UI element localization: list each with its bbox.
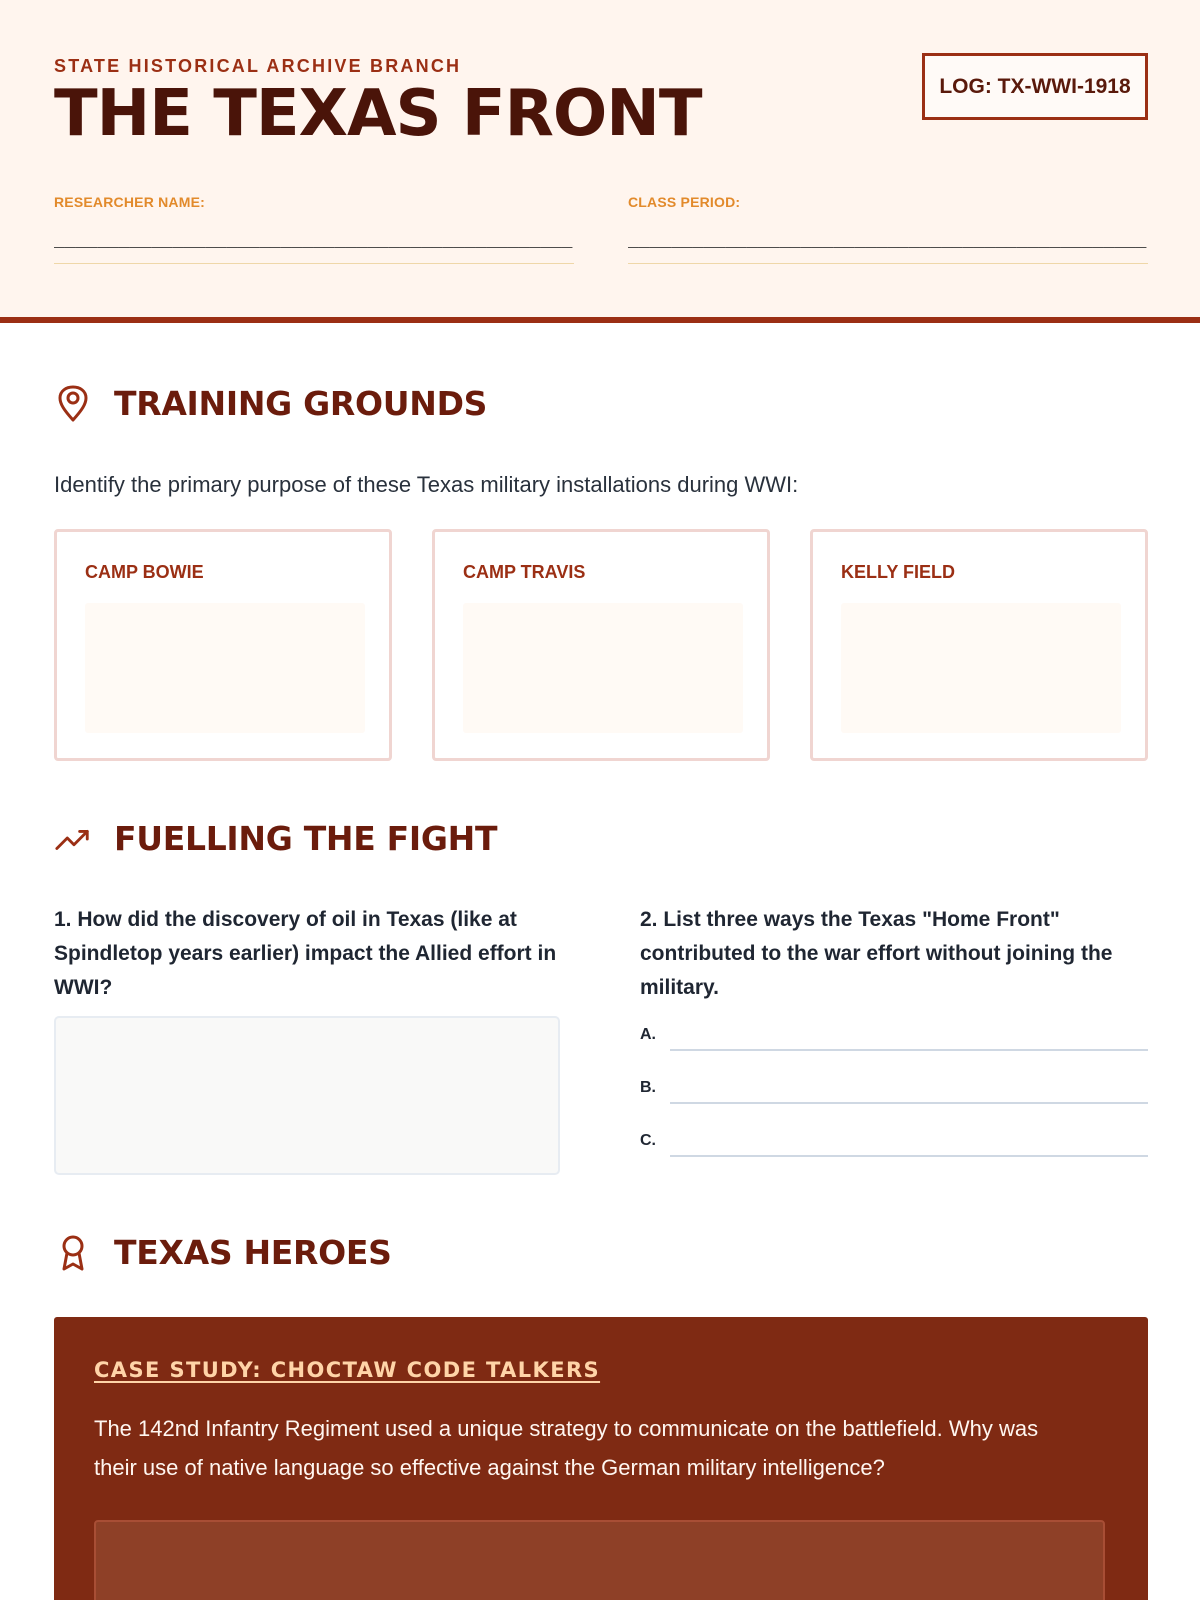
texas-heroes-heading [54, 1233, 392, 1272]
class-period-field[interactable] [628, 194, 1148, 264]
page-title: THE TEXAS FRONT [54, 77, 702, 151]
camp-bowie-label: CAMP BOWIE [85, 562, 204, 582]
answer-line-c[interactable] [670, 1155, 1148, 1157]
case-study-answer-box[interactable] [94, 1520, 1105, 1600]
choctaw-code-talkers-case-study [54, 1317, 1148, 1600]
researcher-name-line[interactable]: ________________________________________________ [54, 232, 573, 252]
location-pin-icon [54, 385, 92, 423]
home-front-answer-c[interactable] [640, 1126, 1148, 1156]
answer-line-b[interactable] [670, 1102, 1148, 1104]
trending-up-icon [54, 820, 92, 858]
answer-letter-c: C. [640, 1132, 656, 1149]
home-front-question: 2. List three ways the Texas "Home Front" contributed to the war effort without joining the military. [640, 908, 1113, 999]
answer-letter-a: A. [640, 1026, 656, 1043]
archive-kicker: STATE HISTORICAL ARCHIVE BRANCH [54, 56, 462, 76]
class-period-label: CLASS PERIOD: [628, 194, 741, 210]
researcher-name-field[interactable] [54, 194, 574, 264]
researcher-name-label: RESEARCHER NAME: [54, 194, 205, 210]
kelly-field-answer-area[interactable] [841, 603, 1121, 733]
case-study-question: The 142nd Infantry Regiment used a unique strategy to communicate on the battlefield. Why was their use of native language so effective against the German military intelligence? [94, 1416, 1039, 1480]
case-study-title: CASE STUDY: CHOCTAW CODE TALKERS [94, 1358, 601, 1382]
camp-bowie-card [54, 529, 392, 761]
log-badge: LOG: TX-WWI-1918 [922, 53, 1148, 120]
class-period-rule [628, 263, 1148, 264]
fuelling-fight-title: FUELLING THE FIGHT [114, 819, 498, 858]
answer-letter-b: B. [640, 1079, 656, 1096]
training-prompt: Identify the primary purpose of these Texas military installations during WWI: [54, 472, 799, 497]
camp-bowie-answer-area[interactable] [85, 603, 365, 733]
answer-line-a[interactable] [670, 1049, 1148, 1051]
camp-travis-label: CAMP TRAVIS [463, 562, 586, 582]
researcher-name-rule [54, 263, 574, 264]
home-front-answer-b[interactable] [640, 1073, 1148, 1103]
camp-travis-card [432, 529, 770, 761]
worksheet-header [0, 0, 1200, 323]
oil-impact-answer-box[interactable] [54, 1016, 560, 1175]
training-grounds-title: TRAINING GROUNDS [114, 384, 488, 423]
camp-travis-answer-area[interactable] [463, 603, 743, 733]
home-front-answer-a[interactable] [640, 1020, 1148, 1050]
class-period-line[interactable]: ________________________________________________ [628, 232, 1147, 252]
kelly-field-card [810, 529, 1148, 761]
award-ribbon-icon [54, 1234, 92, 1272]
training-grounds-heading [54, 384, 487, 423]
kelly-field-label: KELLY FIELD [841, 562, 956, 582]
oil-impact-question: 1. How did the discovery of oil in Texas (like at Spindletop years earlier) impact the Allied effort in WWI? [54, 908, 557, 999]
texas-heroes-title: TEXAS HEROES [114, 1233, 392, 1272]
fuelling-fight-heading [54, 819, 497, 858]
